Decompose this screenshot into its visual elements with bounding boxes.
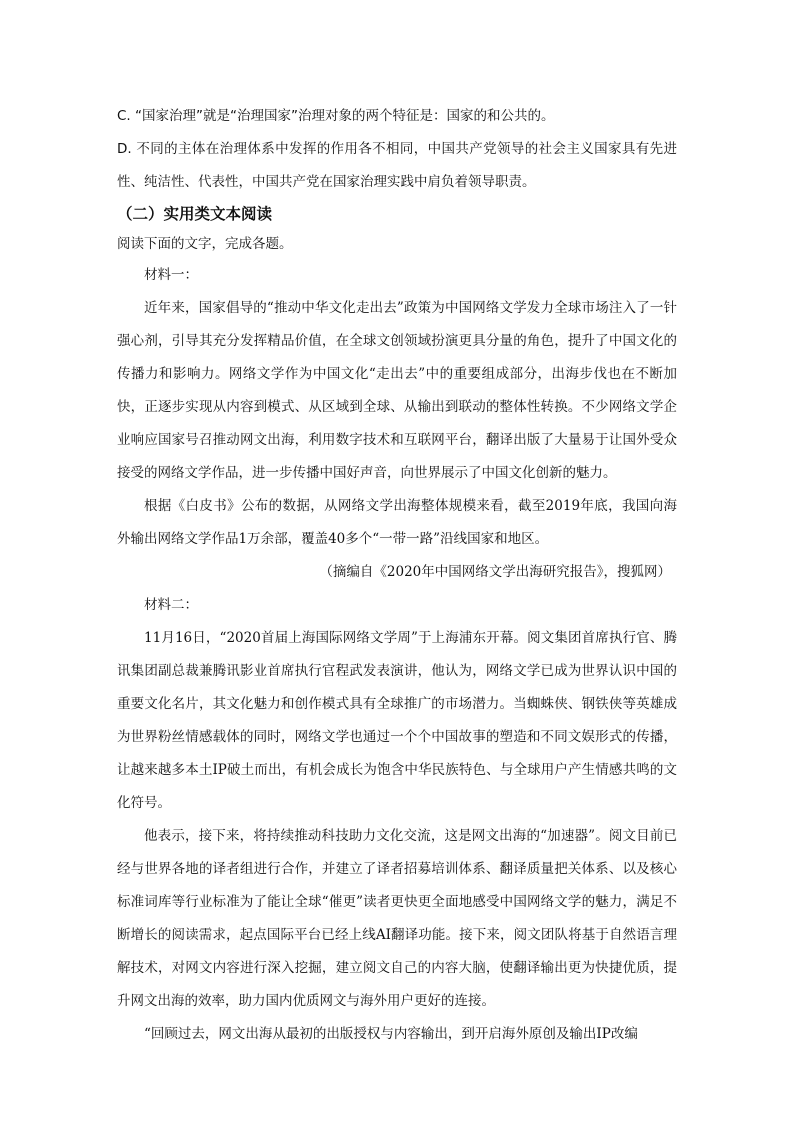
material-one-paragraph-1: 近年来，国家倡导的“推动中华文化走出去”政策为中国网络文学发力全球市场注入了一针强心剂，引导其充分发挥精品价值，在全球文创领域扮演更具分量的角色，提升了中国文化的传播力和影响力。网络文学作为中国文化“走出去”中的重要组成部分，出海步伐也在不断加快，正逐步实现从内容到模式、从区域到全球、从输出到联动的整体性转换。不少网络文学企业响应国家号召推动网文出海，利用数字技术和互联网平台，翻译出版了大量易于让国外受众接受的网络文学作品，进一步传播中国好声音，向世界展示了中国文化创新的魅力。 — [117, 300, 677, 481]
section-title: （二）实用类文本阅读 — [117, 205, 273, 223]
material-two-paragraph-1: 11月16日，“2020首届上海国际网络文学周”于上海浦东开幕。阅文集团首席执行官、腾讯集团副总裁兼腾讯影业首席执行官程武发表演讲，他认为，网络文学已成为世界认识中国的重要文化名片，其文化魅力和创作模式具有全球推广的市场潜力。当蜘蛛侠、钢铁侠等英雄成为世界粉丝情感载体的同时，网络文学也通过一个个中国故事的塑造和不同文娱形式的传播，让越来越多本土IP破土而出，有机会成长为饱含中华民族特色、与全球用户产生情感共鸣的文化符号。 — [117, 630, 677, 811]
page-content — [117, 100, 677, 1051]
material-one-paragraph-2: 根据《白皮书》公布的数据，从网络文学出海整体规模来看，截至2019年底，我国向海外输出网络文学作品1万余部，覆盖40多个“一带一路”沿线国家和地区。 — [117, 498, 677, 547]
material-two-paragraph-2: 他表示，接下来，将持续推动科技助力文化交流，这是网文出海的“加速器”。阅文目前已经与世界各地的译者组进行合作，并建立了译者招募培训体系、翻译质量把关体系、以及核心标准词库等行业标准为了能让全球“催更”读者更快更全面地感受中国网络文学的魅力，满足不断增长的阅读需求，起点国际平台已经上线AI翻译功能。接下来，阅文团队将基于自然语言理解技术，对网文内容进行深入挖掘，建立阅文自己的内容大脑，使翻译输出更为快捷优质，提升网文出海的效率，助力国内优质网文与海外用户更好的连接。 — [117, 828, 677, 1009]
material-two-paragraph-3: “回顾过去，网文出海从最初的出版授权与内容输出，到开启海外原创及输出IP改编 — [144, 1026, 638, 1042]
section-instruction: 阅读下面的文字，完成各题。 — [117, 236, 293, 252]
material-one-source: （摘编自《2020年中国网络文学出海研究报告》，搜狐网） — [319, 564, 671, 580]
material-one-label: 材料一： — [144, 267, 198, 283]
material-two-label: 材料二： — [144, 597, 198, 613]
option-c: C. “国家治理”就是“治理国家”治理对象的两个特征是：国家的和公共的。 — [117, 108, 555, 124]
option-d: D. 不同的主体在治理体系中发挥的作用各不相同，中国共产党领导的社会主义国家具有先进性、纯洁性、代表性，中国共产党在国家治理实践中肩负着领导职责。 — [117, 141, 677, 190]
